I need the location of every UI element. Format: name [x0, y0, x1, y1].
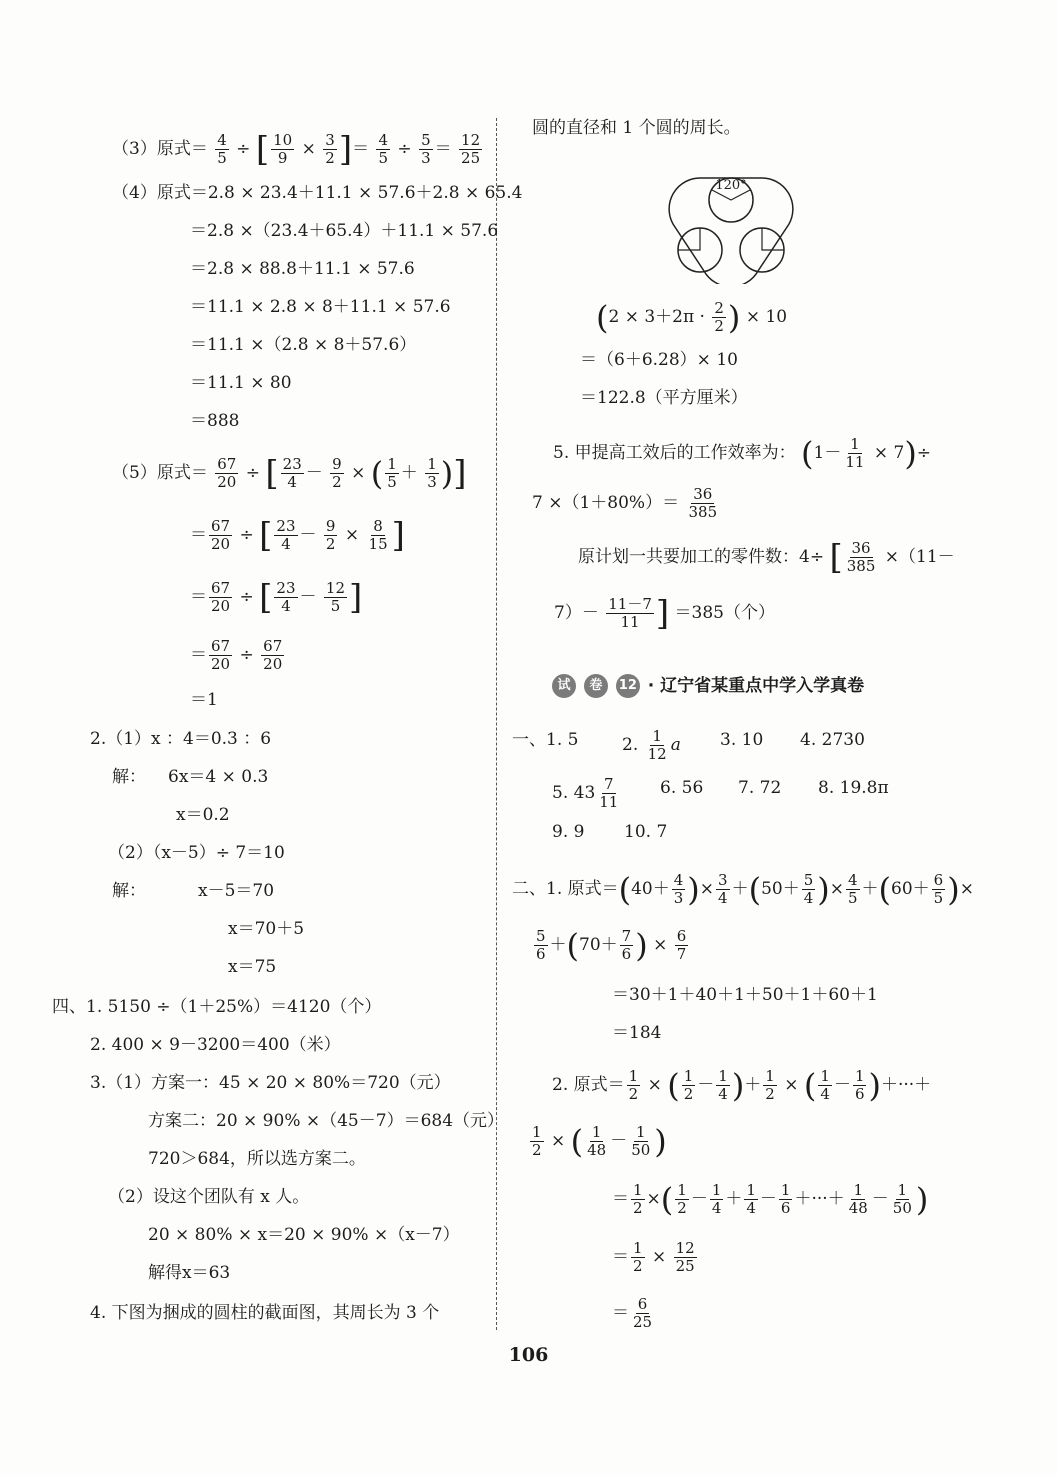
problem-1-4-line3: ＝2.8 × 88.8＋11.1 × 57.6	[190, 259, 415, 279]
badge-juan: 卷	[584, 674, 608, 698]
s1-ans-10: 10. 7	[624, 822, 668, 842]
problem-1-4-line5: ＝11.1 ×（2.8 × 8＋57.6）	[190, 335, 417, 355]
s2-2-line1: 2. 原式＝ $\frac{1}{2}$ × ( $\frac{1}{2}$ － $\frac{1}{4}$ )＋ $\frac{1}{2}$ × ( $\frac{1}{4}$ － $\frac{1}{6}$ )＋···＋	[552, 1066, 932, 1105]
problem-1-5-line5: ＝1	[190, 690, 218, 710]
section-4-2: 2. 400 × 9－3200＝400（米）	[90, 1035, 341, 1055]
circles-diagram	[662, 168, 800, 284]
problem-1-5-line3: ＝ $\frac{67}{20}$ ÷ [ $\frac{23}{4}$ － $\frac{12}{5}$ ]	[190, 577, 363, 618]
problem-5-line1: 5. 甲提高工效后的工作效率为： (1－ $\frac{1}{11}$ × 7)÷	[553, 434, 932, 473]
problem-1-4-line2: ＝2.8 ×（23.4＋65.4）＋11.1 × 57.6	[190, 221, 499, 241]
problem-2-1-step2: x＝0.2	[176, 805, 230, 825]
s2-1-line4: ＝184	[612, 1023, 662, 1043]
problem-2-1-label: 解：	[112, 767, 146, 787]
section-4-3-line1: 3.（1）方案一：45 × 20 × 80%＝720（元）	[90, 1073, 451, 1093]
problem-2-2-label: 解：	[112, 881, 146, 901]
problem-1-4-line6: ＝11.1 × 80	[190, 373, 292, 393]
badge-number: 12	[616, 674, 640, 698]
problem-2-2-step1: x－5＝70	[198, 881, 275, 901]
circles-formula-line3: ＝122.8（平方厘米）	[580, 388, 748, 408]
page-number: 106	[508, 1344, 549, 1366]
problem-5-line2: 7 ×（1＋80%）＝ $\frac{36}{385}$	[532, 485, 718, 521]
problem-2-1-step1: 6x＝4 × 0.3	[168, 767, 269, 787]
s1-ans-1: 一、1. 5	[512, 730, 579, 750]
problem-1-4-line4: ＝11.1 × 2.8 × 8＋11.1 × 57.6	[190, 297, 451, 317]
section-4-3-line4: （2）设这个团队有 x 人。	[108, 1187, 310, 1207]
problem-1-4-line1: （4）原式＝2.8 × 23.4＋11.1 × 57.6＋2.8 × 65.4	[112, 183, 523, 203]
s1-ans-7: 7. 72	[738, 778, 782, 798]
s1-ans-8: 8. 19.8π	[818, 778, 889, 798]
s2-1-line2: $\frac{5}{6}$ ＋(70＋ $\frac{7}{6}$ ) × $\frac{6}{7}$	[536, 926, 687, 965]
circles-formula-line2: ＝（6＋6.28）× 10	[580, 350, 738, 370]
s2-2-line2: $\frac{1}{2}$ × ( $\frac{1}{48}$ － $\frac{1}{50}$ )	[532, 1122, 667, 1161]
problem-1-5-line4: ＝ $\frac{67}{20}$ ÷ $\frac{67}{20}$	[190, 637, 283, 673]
column-divider	[496, 118, 497, 1330]
s2-1-line1: 二、1. 原式＝(40＋ $\frac{4}{3}$ )× $\frac{3}{4}$ ＋(50＋ $\frac{5}{4}$ )× $\frac{4}{5}$ ＋(60＋ $\frac{6}{5}$ )×	[512, 870, 974, 909]
problem-1-4-line7: ＝888	[190, 411, 240, 431]
badge-shi: 试	[552, 674, 576, 698]
problem-2-2-step3: x＝75	[228, 957, 277, 977]
section-4-4: 4. 下图为捆成的圆柱的截面图，其周长为 3 个	[90, 1303, 440, 1323]
problem-5-line4: 7）－ $\frac{11-7}{11}$ ] ＝385（个）	[554, 593, 775, 634]
s1-ans-4: 4. 2730	[800, 730, 865, 750]
section-4-1: 四、1. 5150 ÷（1＋25%）＝4120（个）	[52, 997, 382, 1017]
s2-1-line3: ＝30＋1＋40＋1＋50＋1＋60＋1	[612, 985, 878, 1005]
section-4-3-line5: 20 × 80% × x＝20 × 90% ×（x－7）	[148, 1225, 460, 1245]
s1-ans-3: 3. 10	[720, 730, 764, 750]
problem-1-3: （3）原式＝ $\frac{4}{5}$ ÷ [ $\frac{10}{9}$ × $\frac{3}{2}$ ]＝ $\frac{4}{5}$ ÷ $\frac{5}{3}$ ＝ $\frac{12}{25}$	[112, 129, 481, 170]
problem-5-line3: 原计划一共要加工的零件数：4÷ [ $\frac{36}{385}$ ×（11－	[578, 537, 955, 578]
circles-formula-line1: (2 × 3＋2π · $\frac{2}{2}$ ) × 10	[596, 298, 788, 337]
s1-ans-2: 2. $\frac{1}{12}$ a	[622, 727, 681, 763]
angle-label: 120°	[715, 178, 747, 193]
problem-2-2-step2: x＝70＋5	[228, 919, 305, 939]
section-4-3-line2: 方案二：20 × 90% ×（45－7）＝684（元）	[148, 1111, 505, 1131]
exam-heading: 试 卷 12 · 辽宁省某重点中学入学真卷	[552, 674, 864, 698]
s2-2-line3: ＝ $\frac{1}{2}$ ×( $\frac{1}{2}$ － $\frac{1}{4}$ ＋ $\frac{1}{4}$ － $\frac{1}{6}$ ＋···＋ $\frac{1}{48}$ － $\frac{1}{50}$ )	[612, 1180, 929, 1219]
s2-2-line5: ＝ $\frac{6}{25}$	[612, 1295, 653, 1331]
problem-1-5-line2: ＝ $\frac{67}{20}$ ÷ [ $\frac{23}{4}$ － $\frac{9}{2}$ × $\frac{8}{15}$ ]	[190, 515, 405, 556]
s1-ans-9: 9. 9	[552, 822, 585, 842]
section-4-4-cont: 圆的直径和 1 个圆的周长。	[532, 118, 741, 138]
s1-ans-5: 5. 43 $\frac{7}{11}$	[552, 775, 619, 811]
problem-2-1: 2.（1）x ：4＝0.3 ：6	[90, 729, 272, 749]
s2-2-line4: ＝ $\frac{1}{2}$ × $\frac{12}{25}$	[612, 1239, 695, 1275]
problem-2-2: （2）（x－5）÷ 7＝10	[108, 843, 285, 863]
section-4-3-line3: 720＞684，所以选方案二。	[148, 1149, 366, 1169]
s1-ans-6: 6. 56	[660, 778, 704, 798]
problem-1-5-line1: （5）原式＝ $\frac{67}{20}$ ÷ [ $\frac{23}{4}$ － $\frac{9}{2}$ × ( $\frac{1}{5}$ ＋ $\frac{1}{3}$ )]	[112, 453, 467, 494]
section-4-3-line6: 解得x＝63	[148, 1263, 231, 1283]
